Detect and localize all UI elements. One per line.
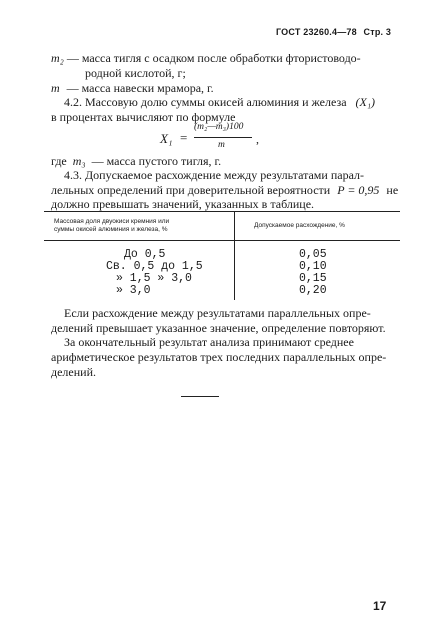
table-top-rule — [44, 211, 400, 212]
m3-symbol: m₃ — [72, 154, 86, 168]
para-final-line3: делений. — [51, 365, 97, 379]
m-symbol: m — [51, 81, 60, 95]
table-row-4-range: » 3,0 — [116, 284, 151, 297]
m-text: — масса навески мрамора, г. — [66, 81, 214, 95]
section-4-3-text-a: лельных определений при доверительной вероятности — [51, 183, 331, 197]
table-header-rule — [44, 240, 400, 241]
page-number: 17 — [373, 599, 387, 613]
m2-text-1: — масса тигля с осадком после обработки фтористоводо- — [66, 51, 361, 65]
table-row-1-range: До 0,5 — [124, 248, 166, 261]
end-rule — [181, 396, 219, 397]
where-prefix: где — [51, 154, 67, 168]
standard-code: ГОСТ 23260.4—78 — [276, 27, 357, 37]
fraction-bar — [194, 137, 252, 138]
formula-numerator: (m₂—m₃)100 — [194, 122, 244, 132]
para-repeat-line2: делений превышает указанное значение, определение повторяют. — [51, 321, 386, 335]
x1-variable: (X₁) — [355, 95, 376, 109]
page-label: Стр. 3 — [363, 27, 392, 37]
section-4-3-text-b: не — [386, 183, 399, 197]
para-repeat-line1: Если расхождение между результатами параллельных опре- — [64, 306, 371, 320]
table-row-2-range: Св. 0,5 до 1,5 — [106, 260, 203, 273]
section-4-3-line1: 4.3. Допускаемое расхождение между результатами парал- — [64, 168, 364, 182]
formula-lhs: X₁ — [160, 131, 173, 146]
col2-header: Допускаемое расхождение, % — [254, 222, 345, 229]
table-row-2-value: 0,10 — [299, 260, 327, 273]
col1-header-line2: суммы окисей алюминия и железа, % — [54, 226, 168, 233]
m2-symbol: m₂ — [51, 51, 64, 65]
table-column-divider — [234, 211, 235, 300]
table-row-3-value: 0,15 — [299, 272, 327, 285]
table-row-1-value: 0,05 — [299, 248, 327, 261]
para-final-line1: За окончательный результат анализа принимают среднее — [64, 335, 354, 349]
formula-comma: , — [256, 132, 259, 146]
col1-header-line1: Массовая доля двуокиси кремния или — [54, 218, 170, 225]
def-m2-line2: родной кислотой, г; — [85, 66, 186, 80]
formula — [160, 122, 280, 152]
tolerance-table — [44, 211, 400, 301]
section-4-2-line1 — [64, 94, 375, 110]
page-header — [276, 27, 391, 37]
def-m2-line1 — [51, 50, 361, 66]
formula-denominator: m — [218, 140, 225, 150]
p-value: P = 0,95 — [337, 183, 380, 197]
section-4-3-line3: должно превышать значений, указанных в таблице. — [51, 197, 315, 211]
section-4-2-text: 4.2. Массовую долю суммы окисей алюминия и железа — [64, 95, 347, 109]
m3-text: — масса пустого тигля, г. — [91, 154, 222, 168]
para-final-line2: арифметическое результатов трех последних параллельных опре- — [51, 350, 387, 364]
formula-equals: = — [180, 130, 188, 145]
table-row-4-value: 0,20 — [299, 284, 327, 297]
table-row-3-range: » 1,5 » 3,0 — [116, 272, 192, 285]
section-4-2-line2: в процентах вычисляют по формуле — [51, 110, 236, 124]
